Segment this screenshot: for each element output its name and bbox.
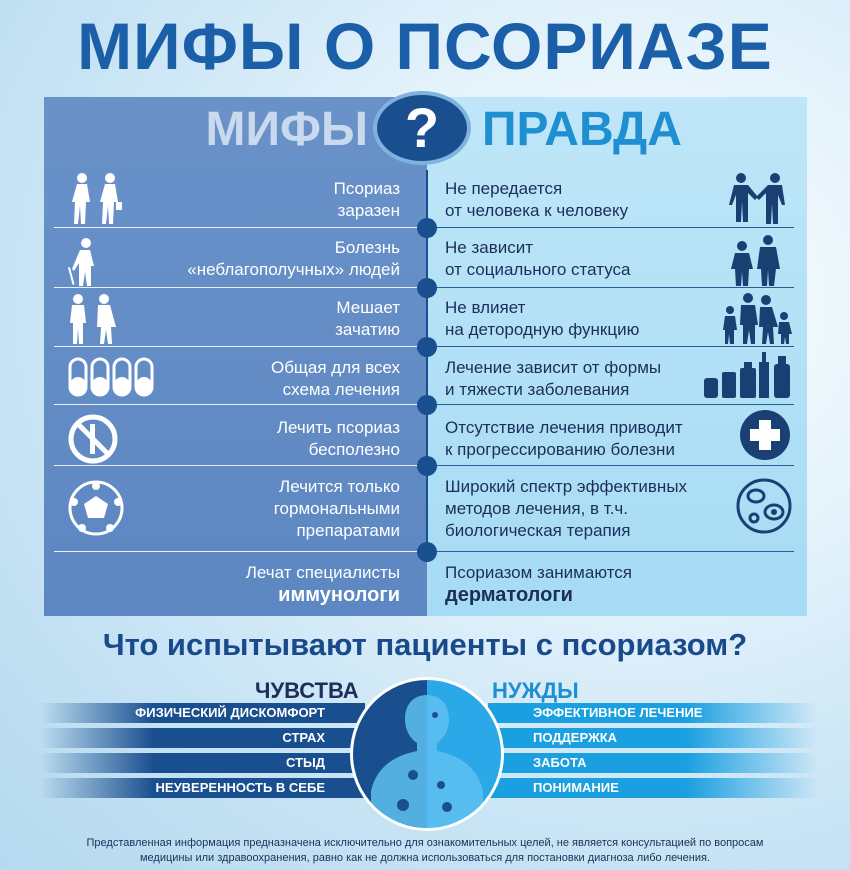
row-divider: [427, 227, 794, 228]
truth-header: ПРАВДА: [482, 103, 682, 156]
myth-text-3: Мешает зачатию: [335, 298, 400, 339]
row-dot: [417, 278, 437, 298]
myth-text-4: Общая для всех схема лечения: [270, 358, 400, 399]
row-divider: [427, 404, 794, 405]
medicine-bottles-icon: [702, 348, 794, 400]
feeling-item: НЕУВЕРЕННОСТЬ В СЕБЕ: [40, 778, 365, 798]
row-dot: [417, 542, 437, 562]
patient-silhouette-icon: [343, 675, 511, 833]
truth-text-6: Широкий спектр эффективных методов лечения, в т.ч. биологическая терапия: [445, 477, 688, 540]
no-medicine-icon: [66, 412, 120, 466]
need-item: ЗАБОТА: [488, 753, 818, 773]
feeling-item: ФИЗИЧЕСКИЙ ДИСКОМФОРТ: [40, 703, 365, 723]
myth-text-1: Псориаз заразен: [333, 179, 400, 220]
feelings-title: ЧУВСТВА: [255, 678, 359, 703]
cells-icon: [734, 476, 794, 536]
walking-people-icon: [62, 170, 132, 226]
truth-text-7: Псориазом занимаются дерматологи: [445, 563, 632, 606]
patients-section-title: Что испытывают пациенты с псориазом?: [102, 627, 748, 662]
row-dot: [417, 456, 437, 476]
truth-text-1: Не передается от человека к человеку: [445, 179, 629, 220]
feeling-item: СТЫД: [40, 753, 365, 773]
row-divider: [54, 404, 427, 405]
row-divider: [427, 346, 794, 347]
businessmen-icon: [720, 232, 792, 288]
handshake-icon: [723, 170, 793, 226]
need-item: ЭФФЕКТИВНОЕ ЛЕЧЕНИЕ: [488, 703, 818, 723]
row-divider: [427, 551, 794, 552]
feeling-item: СТРАХ: [40, 728, 365, 748]
truth-text-2: Не зависит от социального статуса: [445, 238, 631, 279]
row-divider: [54, 551, 427, 552]
row-dot: [417, 337, 437, 357]
myth-text-2: Болезнь «неблагополучных» людей: [187, 238, 400, 279]
row-dot: [417, 218, 437, 238]
disclaimer-text: Представленная информация предназначена исключительно для ознакомительных целей, не является консультацией по вопросам медицины или здравоохранения, равно как не должна использоваться для постановки диагноза либо лечения.: [86, 837, 764, 864]
elderly-person-icon: [62, 235, 112, 287]
truth-text-3: Не влияет на детородную функцию: [445, 298, 640, 339]
pills-icon: [66, 355, 154, 399]
myth-text-6: Лечится только гормональными препаратами: [273, 477, 400, 540]
row-divider: [54, 227, 427, 228]
truth-text-4: Лечение зависит от формы и тяжести заболевания: [445, 358, 662, 399]
couple-icon: [62, 292, 122, 346]
family-icon: [716, 290, 796, 346]
myths-header: МИФЫ: [205, 103, 368, 156]
medical-cross-icon: [738, 408, 792, 462]
need-item: ПОДДЕРЖКА: [488, 728, 818, 748]
question-mark: ?: [404, 96, 440, 159]
needs-title: НУЖДЫ: [492, 678, 579, 703]
page-title: МИФЫ О ПСОРИАЗЕ: [77, 9, 773, 83]
molecule-icon: [66, 478, 126, 538]
row-dot: [417, 395, 437, 415]
myth-text-5: Лечить псориаз бесполезно: [276, 418, 400, 459]
need-item: ПОНИМАНИЕ: [488, 778, 818, 798]
myth-text-7: Лечат специалисты иммунологи: [245, 563, 400, 606]
row-divider: [427, 465, 794, 466]
truth-text-5: Отсутствие лечения приводит к прогрессированию болезни: [445, 418, 683, 459]
row-divider: [54, 346, 427, 347]
row-divider: [54, 287, 427, 288]
